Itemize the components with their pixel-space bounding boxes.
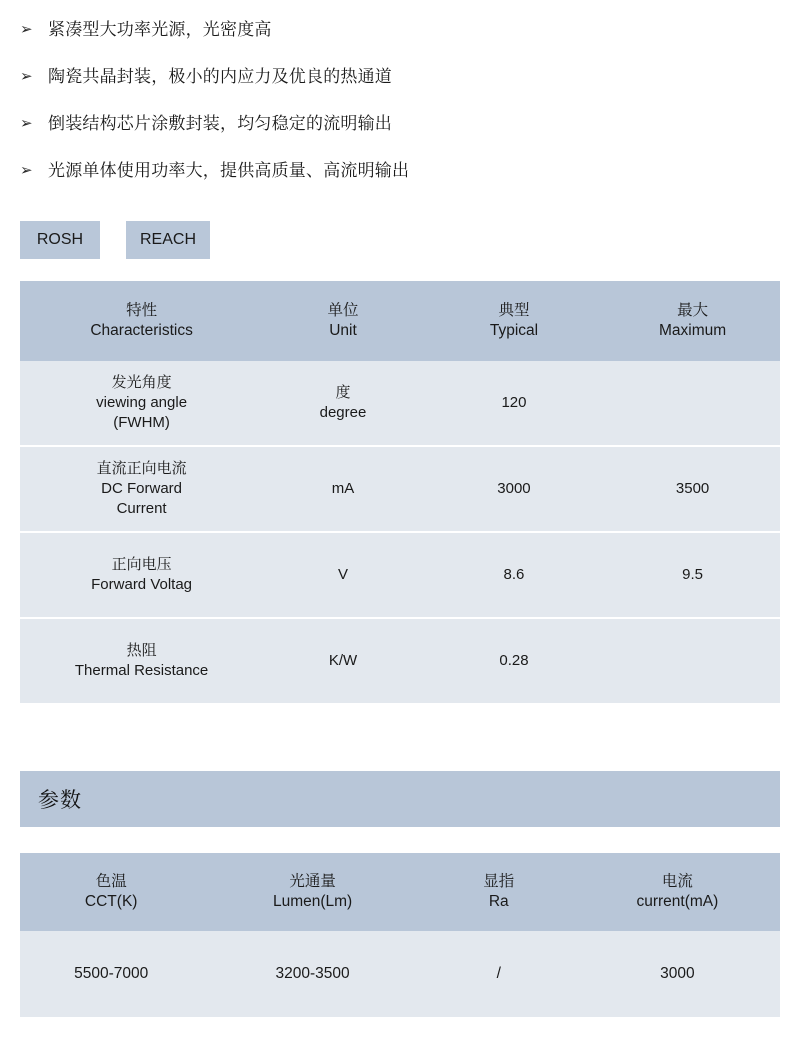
cell-cn: 正向电压 [111,556,172,573]
header-cn: 单位 [327,302,359,319]
cell-unit: mA [331,480,355,497]
feature-item [20,18,780,42]
table-row [20,931,780,1018]
characteristics-table [20,281,780,705]
cell-typical: 0.28 [499,652,529,669]
header-en: Ra [488,893,509,910]
certification-badges [20,221,780,259]
header-en: current(mA) [636,893,719,910]
parameters-table [20,853,780,1019]
feature-text: 光源单体使用功率大，提供高质量、高流明输出 [48,161,410,180]
header-en: Characteristics [90,322,193,339]
cell-en: Thermal Resistance [74,662,209,679]
status-badge-reach: REACH [126,221,210,259]
cell-maximum [605,618,780,704]
cell-ra: / [496,965,501,982]
page-bottom-spacer [20,1019,780,1053]
feature-text: 陶瓷共晶封装，极小的内应力及优良的热通道 [48,67,392,86]
cell-characteristic [20,618,263,704]
column-header-unit [263,281,423,361]
cell-characteristic [20,532,263,618]
header-en: Unit [329,322,357,339]
cell-cn: 发光角度 [111,374,172,391]
header-en: Maximum [659,322,727,339]
bullet-arrow-icon: ➢ [20,162,33,179]
cell-typical: 8.6 [503,566,525,583]
cell-cn: 度 [335,384,351,401]
header-cn: 特性 [126,302,158,319]
bullet-arrow-icon: ➢ [20,68,33,85]
cell-cn: 热阻 [126,642,157,659]
table-row [20,618,780,704]
cell-extra: (FWHM) [113,414,170,431]
column-header-current [575,853,780,931]
cell-cn: 直流正向电流 [96,460,187,477]
table-row [20,361,780,446]
cell-en: degree [319,404,367,421]
header-cn: 电流 [661,873,693,890]
cell-maximum: 9.5 [682,566,704,583]
cell-lumen: 3200-3500 [275,965,350,982]
header-cn: 典型 [498,302,530,319]
column-header-characteristics [20,281,263,361]
cell-cct: 5500-7000 [74,965,149,982]
bullet-arrow-icon: ➢ [20,115,33,132]
header-en: Typical [489,322,539,339]
column-header-typical [423,281,605,361]
feature-list [20,0,780,183]
cell-maximum [605,361,780,446]
feature-text: 倒装结构芯片涂敷封装，均匀稳定的流明输出 [48,114,392,133]
cell-characteristic [20,361,263,446]
cell-en: Forward Voltag [91,576,193,593]
table-header-row [20,853,780,931]
cell-unit [263,361,423,446]
section-title: 参数 [38,789,82,812]
status-badge-rosh: ROSH [20,221,100,259]
cell-current: 3000 [660,965,695,982]
cell-extra: Current [116,500,167,517]
table-row [20,446,780,532]
cell-typical: 3000 [497,480,531,497]
cell-typical: 120 [501,394,527,411]
parameters-section-header [20,771,780,827]
cell-unit: K/W [328,652,358,669]
cell-maximum: 3500 [675,480,710,497]
feature-item [20,65,780,89]
column-header-maximum [605,281,780,361]
column-header-ra [423,853,575,931]
header-cn: 最大 [677,302,709,319]
table-header-row [20,281,780,361]
column-header-cct [20,853,202,931]
feature-item [20,159,780,183]
cell-en: DC Forward [101,480,183,497]
cell-characteristic [20,446,263,532]
feature-item [20,112,780,136]
header-en: Lumen(Lm) [272,893,353,910]
header-cn: 色温 [95,873,127,890]
header-cn: 光通量 [289,873,336,890]
bullet-arrow-icon: ➢ [20,21,33,38]
header-en: CCT(K) [84,893,138,910]
cell-en: viewing angle [96,394,188,411]
feature-text: 紧凑型大功率光源，光密度高 [48,20,272,39]
column-header-lumen [202,853,422,931]
cell-unit: V [337,566,348,583]
table-row [20,532,780,618]
header-cn: 显指 [483,873,515,890]
